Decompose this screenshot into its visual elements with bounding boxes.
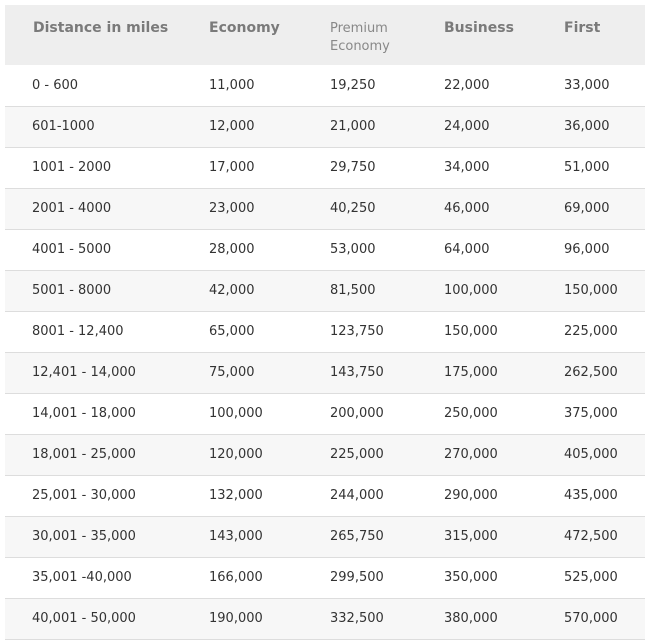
header-business: Business — [444, 20, 514, 36]
table-row — [5, 65, 645, 106]
cell-premium-economy: 21,000 — [330, 119, 376, 134]
cell-first: 525,000 — [564, 570, 618, 585]
award-chart-table — [5, 5, 645, 640]
cell-business: 46,000 — [444, 201, 490, 216]
cell-first: 570,000 — [564, 611, 618, 626]
cell-premium-economy: 299,500 — [330, 570, 384, 585]
cell-premium-economy: 40,250 — [330, 201, 376, 216]
header-first: First — [564, 20, 601, 36]
cell-economy: 23,000 — [209, 201, 255, 216]
cell-economy: 42,000 — [209, 283, 255, 298]
cell-premium-economy: 53,000 — [330, 242, 376, 257]
cell-economy: 17,000 — [209, 160, 255, 175]
cell-first: 69,000 — [564, 201, 610, 216]
cell-business: 100,000 — [444, 283, 498, 298]
table-header — [5, 5, 645, 65]
cell-first: 472,500 — [564, 529, 618, 544]
cell-business: 290,000 — [444, 488, 498, 503]
cell-premium-economy: 29,750 — [330, 160, 376, 175]
cell-first: 262,500 — [564, 365, 618, 380]
header-row — [5, 5, 645, 65]
table-row — [5, 352, 645, 393]
cell-first: 51,000 — [564, 160, 610, 175]
cell-first: 96,000 — [564, 242, 610, 257]
cell-distance: 2001 - 4000 — [32, 201, 112, 216]
cell-first: 225,000 — [564, 324, 618, 339]
cell-economy: 190,000 — [209, 611, 263, 626]
cell-premium-economy: 19,250 — [330, 77, 376, 93]
cell-distance: 30,001 - 35,000 — [32, 529, 136, 544]
header-distance: Distance in miles — [33, 20, 169, 36]
cell-distance: 12,401 - 14,000 — [32, 365, 136, 380]
table-row — [5, 516, 645, 557]
cell-distance: 4001 - 5000 — [32, 242, 112, 257]
cell-business: 150,000 — [444, 324, 498, 339]
cell-distance: 40,001 - 50,000 — [32, 611, 136, 626]
cell-distance: 25,001 - 30,000 — [32, 488, 136, 503]
cell-premium-economy: 123,750 — [330, 324, 384, 339]
cell-business: 250,000 — [444, 406, 498, 421]
cell-first: 33,000 — [564, 77, 610, 93]
table-row — [5, 106, 645, 147]
table-row — [5, 188, 645, 229]
cell-economy: 120,000 — [209, 447, 263, 462]
cell-distance: 8001 - 12,400 — [32, 324, 124, 339]
cell-business: 350,000 — [444, 570, 498, 585]
table-row — [5, 229, 645, 270]
cell-business: 315,000 — [444, 529, 498, 544]
cell-first: 375,000 — [564, 406, 618, 421]
cell-business: 64,000 — [444, 242, 490, 257]
cell-distance: 1001 - 2000 — [32, 160, 112, 175]
cell-distance: 14,001 - 18,000 — [32, 406, 136, 421]
cell-distance: 601-1000 — [32, 119, 95, 134]
table-row — [5, 598, 645, 639]
cell-economy: 132,000 — [209, 488, 263, 503]
cell-economy: 166,000 — [209, 570, 263, 585]
table-body — [5, 65, 645, 639]
header-premium-economy: Premium Economy — [330, 21, 390, 54]
cell-premium-economy: 265,750 — [330, 529, 384, 544]
cell-first: 435,000 — [564, 488, 618, 503]
cell-economy: 28,000 — [209, 242, 255, 257]
cell-first: 405,000 — [564, 447, 618, 462]
table-row — [5, 270, 645, 311]
cell-business: 175,000 — [444, 365, 498, 380]
cell-business: 24,000 — [444, 119, 490, 134]
cell-economy: 12,000 — [209, 119, 255, 134]
cell-first: 150,000 — [564, 283, 618, 298]
table-row — [5, 434, 645, 475]
cell-premium-economy: 244,000 — [330, 488, 384, 503]
cell-business: 380,000 — [444, 611, 498, 626]
table-row — [5, 311, 645, 352]
cell-premium-economy: 332,500 — [330, 611, 384, 626]
cell-economy: 100,000 — [209, 406, 263, 421]
cell-economy: 143,000 — [209, 529, 263, 544]
cell-first: 36,000 — [564, 119, 610, 134]
cell-business: 34,000 — [444, 160, 490, 175]
table-row — [5, 475, 645, 516]
table-row — [5, 393, 645, 434]
table-row — [5, 147, 645, 188]
cell-business: 22,000 — [444, 77, 490, 93]
cell-distance: 35,001 -40,000 — [32, 570, 132, 585]
cell-premium-economy: 143,750 — [330, 365, 384, 380]
cell-distance: 0 - 600 — [32, 77, 79, 93]
cell-economy: 11,000 — [209, 77, 255, 93]
header-economy: Economy — [209, 20, 280, 36]
cell-distance: 18,001 - 25,000 — [32, 447, 136, 462]
cell-economy: 65,000 — [209, 324, 255, 339]
cell-premium-economy: 81,500 — [330, 283, 376, 298]
cell-economy: 75,000 — [209, 365, 255, 380]
cell-business: 270,000 — [444, 447, 498, 462]
cell-premium-economy: 200,000 — [330, 406, 384, 421]
cell-premium-economy: 225,000 — [330, 447, 384, 462]
award-chart-table-container — [5, 5, 645, 640]
table-row — [5, 557, 645, 598]
cell-distance: 5001 - 8000 — [32, 283, 112, 298]
